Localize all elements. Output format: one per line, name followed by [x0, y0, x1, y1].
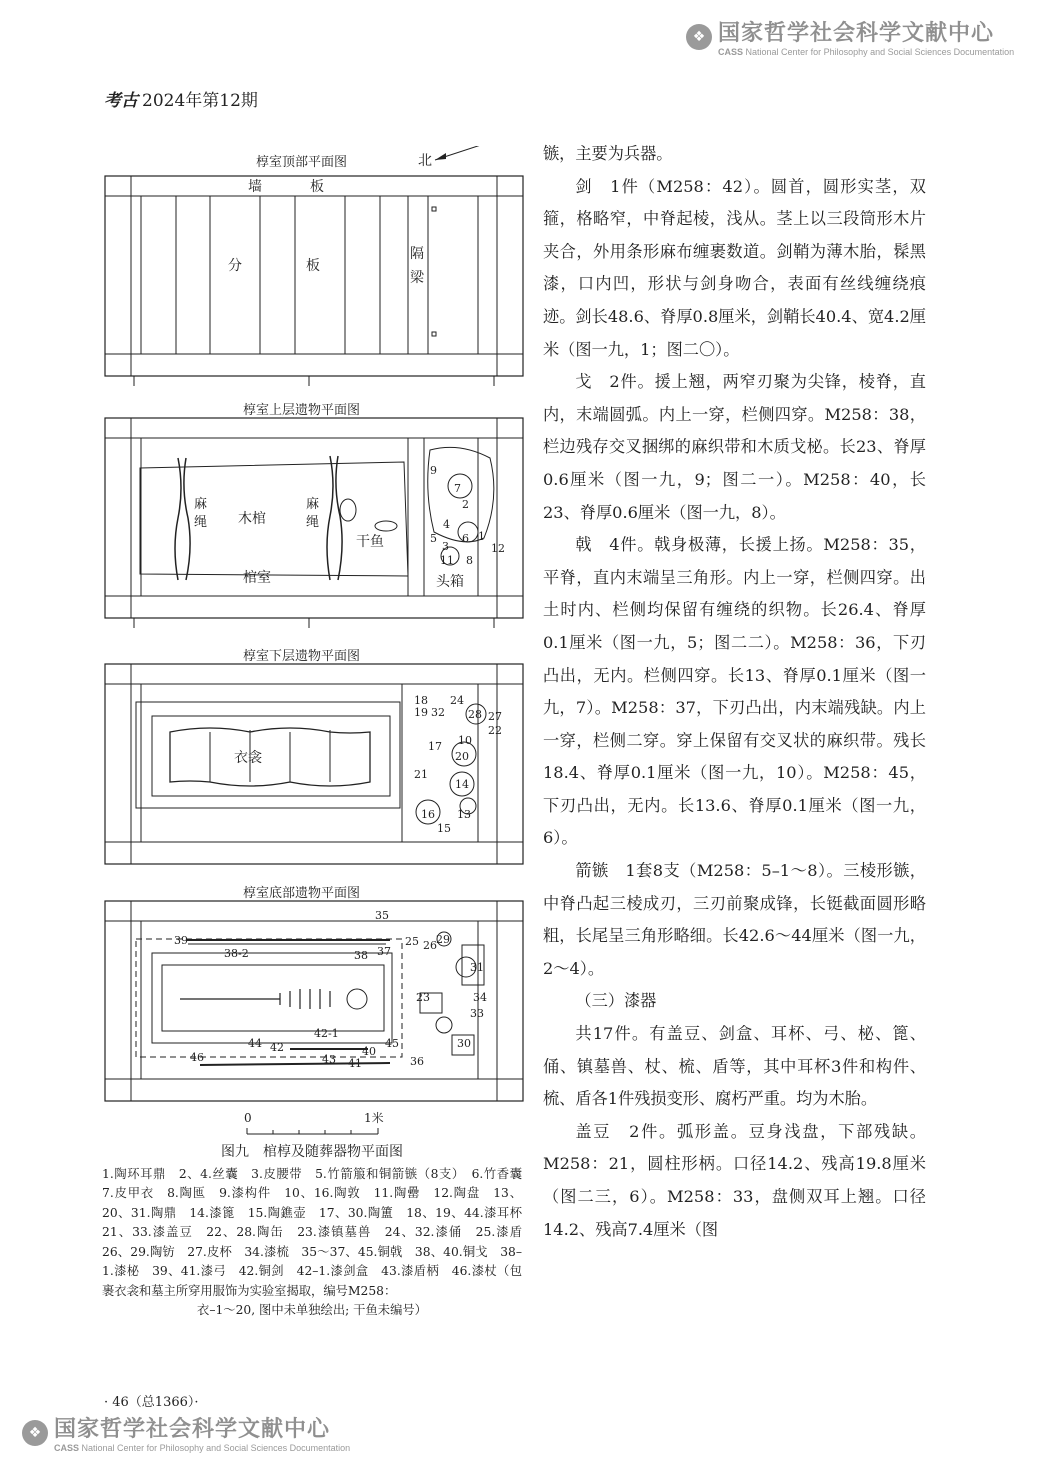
p3-num: 16 [421, 808, 435, 821]
garment-bundle [170, 728, 370, 786]
p3-num: 32 [431, 706, 445, 719]
p2-title: 椁室上层遗物平面图 [243, 403, 361, 418]
p1-beam-2: 梁 [410, 270, 424, 286]
p2-num: 1 [478, 530, 485, 543]
watermark-en: CASS National Center for Philosophy and Social Sciences Documentation [54, 1443, 351, 1453]
north-label: 北 [418, 153, 432, 169]
p2-num: 2 [462, 498, 469, 511]
p3-num: 28 [468, 708, 482, 721]
p2-num: 6 [462, 532, 469, 545]
p2-num: 7 [454, 482, 461, 495]
scale-zero: 0 [244, 1111, 252, 1125]
watermark-en: CASS National Center for Philosophy and Social Sciences Documentation [718, 47, 1015, 57]
p4-num: 26 [423, 939, 437, 952]
p4-num: 35 [375, 909, 389, 922]
watermark-top [686, 16, 1014, 57]
p4-num: 46 [190, 1051, 204, 1064]
p3-num: 13 [457, 808, 471, 821]
caption-title: 图九 棺椁及随葬器物平面图 [221, 1144, 403, 1160]
paragraph: 共17件。有盖豆、剑盒、耳杯、弓、柲、篦、俑、镇墓兽、杖、梳、盾等，其中耳杯3件和构件、梳、盾各1件残损变形、腐朽严重。均为木胎。 [543, 1024, 926, 1109]
section-heading: （三）漆器 [575, 991, 657, 1011]
p1-boards [141, 196, 478, 354]
cass-logo-icon: ❖ [686, 24, 712, 50]
p3-num: 22 [488, 724, 502, 737]
plan-lower-layer [100, 662, 530, 876]
body-text [543, 138, 926, 1246]
p3-num: 24 [450, 694, 464, 707]
p3-num: 18 [414, 694, 428, 707]
fish-icon [375, 521, 397, 531]
plan-upper-layer [100, 416, 530, 630]
paragraph: 剑 1件（M258：42）。圆首，圆形实茎，双箍，格略窄，中脊起棱，浅从。茎上以三段筒形木片夹合，外用条形麻布缠裹数道。剑鞘为薄木胎，髹黑漆，口内凹，形状与剑身吻合，表面有丝线缠绕痕迹。剑长48.6、脊厚0.8厘米，剑鞘长40.4、宽4.2厘米（图一九，1；图二〇）。 [543, 176, 926, 359]
cass-logo-icon: ❖ [22, 1420, 48, 1446]
p2-coffin: 木棺 [238, 511, 266, 527]
p4-num: 43 [322, 1053, 336, 1066]
p4-num: 41 [348, 1057, 362, 1070]
p3-num: 10 [458, 734, 472, 747]
p4-num: 36 [410, 1055, 424, 1068]
page-number: · 46（总1366）· [104, 1395, 199, 1410]
caption-body: 1.陶环耳鼎 2、4.丝囊 3.皮腰带 5.竹箭箙和铜箭镞（8支） 6.竹香囊 7.皮甲衣 8.陶匜 9.漆构件 10、16.陶敦 11.陶罍 12.陶盘 13、20、31.陶鼎 14.漆篦 15.陶鐎壶 17、30.陶簠 18、19、44.漆耳杯 21、33.漆盖豆 22、28.陶缶 23.漆镇墓兽 24、32.漆俑 25.漆盾 26、29.陶钫 27.皮杯 34.漆梳 35～37、45.铜戟 38、40.铜戈 38–1.漆柲 39、41.漆弓 42.铜剑 42–1.漆剑盒 43.漆盾柄 46.漆杖（包裹衣衾和墓主所穿用服饰为实验室揭取，编号M258： [102, 1166, 535, 1298]
watermark-bottom [22, 1412, 350, 1453]
p4-num: 31 [470, 961, 484, 974]
paragraph: 戟 4件。戟身极薄，长援上扬。M258：35，平脊，直内末端呈三角形。内上一穿，栏侧四穿。出土时内、栏侧均保留有缠绕的织物。长26.4、脊厚0.1厘米（图一九，5；图二二）。M258：36，下刃凸出，无内。栏侧四穿。长13、脊厚0.1厘米（图一九，7）。M258：37，下刃凸出，内末端残缺。内上一穿，栏侧二穿。穿上保留有交叉状的麻织带。残长18.4、脊厚0.1厘米（图一九，10）。M258：45，下刃凸出，无内。长13.6、脊厚0.1厘米（图一九，6）。 [543, 535, 926, 848]
p4-num: 30 [457, 1037, 471, 1050]
watermark-cn: 国家哲学社会科学文献中心 [718, 21, 995, 46]
plan-top-view [100, 146, 530, 398]
p2-num: 12 [491, 542, 505, 555]
p4-num: 23 [416, 991, 430, 1004]
rope-2 [327, 456, 333, 580]
p4-num: 33 [470, 1007, 484, 1020]
p2-num: 9 [430, 464, 437, 477]
paragraph: 戈 2件。援上翘，两窄刃聚为尖锋，棱脊，直内，末端圆弧。内上一穿，栏侧四穿。M258：38，栏边残存交叉捆绑的麻织带和木质戈柲。长23、脊厚0.6厘米（图一九，9；图二一）。M258：40，长23、脊厚0.6厘米（图一九，8）。 [543, 372, 926, 522]
p3-num: 15 [437, 822, 451, 835]
p2-num: 8 [466, 554, 473, 567]
scale-one: 1米 [364, 1111, 384, 1125]
p2-chamber: 棺室 [243, 570, 271, 586]
caption-last-line: 衣–1～20, 图中未单独绘出; 干鱼未编号） [197, 1303, 427, 1317]
p2-num: 5 [430, 532, 437, 545]
p1-inner-frame [131, 176, 497, 376]
rope-1 [175, 458, 181, 580]
p4-num: 44 [248, 1037, 262, 1050]
p4-num: 38-2 [224, 947, 249, 960]
p2-headbox: 头箱 [436, 574, 464, 590]
p4-num: 37 [377, 945, 391, 958]
p3-num: 27 [488, 710, 502, 723]
p4-num: 34 [473, 991, 487, 1004]
paragraph: 盖豆 2件。弧形盖。豆身浅盘，下部残缺。M258：21，圆柱形柄。口径14.2、残高19.8厘米（图二三，6）。M258：33，盘侧双耳上翘。口径14.2、残高7.4厘米（图 [543, 1121, 926, 1239]
p4-title: 椁室底部遗物平面图 [243, 886, 361, 901]
paragraph: 镞，主要为兵器。 [543, 144, 673, 163]
p2-num: 3 [442, 540, 449, 553]
p4-num: 38 [354, 949, 368, 962]
p2-num: 4 [443, 518, 450, 531]
scale-bar [230, 1104, 420, 1144]
p2-fish: 干鱼 [356, 534, 384, 550]
p3-num: 19 [414, 706, 428, 719]
p1-title: 椁室顶部平面图 [256, 155, 348, 170]
p2-num: 11 [440, 554, 454, 567]
p1-outer [105, 176, 523, 376]
p4-num: 42-1 [314, 1027, 339, 1040]
p1-wall-2: 板 [310, 179, 324, 195]
p2-rope2-a: 麻 [306, 497, 320, 512]
journal-logo: 考古 [104, 91, 138, 111]
figure-caption [102, 1143, 535, 1321]
p3-num: 20 [455, 750, 469, 763]
plan-bottom-layer [100, 899, 530, 1113]
p1-beam-1: 隔 [410, 246, 424, 262]
journal-issue: 2024年第12期 [142, 91, 258, 111]
p3-num: 21 [414, 768, 428, 781]
p2-rope2-b: 绳 [306, 515, 320, 530]
p4-num: 29 [436, 933, 450, 946]
p3-garment: 衣衾 [234, 750, 262, 766]
p4-num: 39 [174, 934, 188, 947]
p1-divider-1: 分 [228, 258, 242, 274]
p4-num: 25 [405, 935, 419, 948]
p4-num: 42 [270, 1041, 284, 1054]
p3-num: 14 [455, 778, 469, 791]
p4-num: 40 [362, 1045, 376, 1058]
p3-num: 17 [428, 740, 442, 753]
p1-wall-1: 墙 [248, 179, 262, 195]
journal-header [104, 86, 258, 111]
paragraph: 箭镞 1套8支（M258：5–1～8）。三棱形镞，中脊凸起三棱成刃，三刃前聚成锋，长铤截面圆形略粗，长尾呈三角形略细。长42.6～44厘米（图一九，2～4）。 [543, 861, 926, 978]
p4-num: 45 [385, 1037, 399, 1050]
p2-rope1-b: 绳 [194, 515, 208, 530]
p3-title: 椁室下层遗物平面图 [243, 649, 361, 664]
p2-rope1-a: 麻 [194, 497, 208, 512]
watermark-cn: 国家哲学社会科学文献中心 [54, 1417, 331, 1442]
skeleton-icon [180, 989, 330, 1009]
p1-divider-2: 板 [306, 258, 320, 274]
